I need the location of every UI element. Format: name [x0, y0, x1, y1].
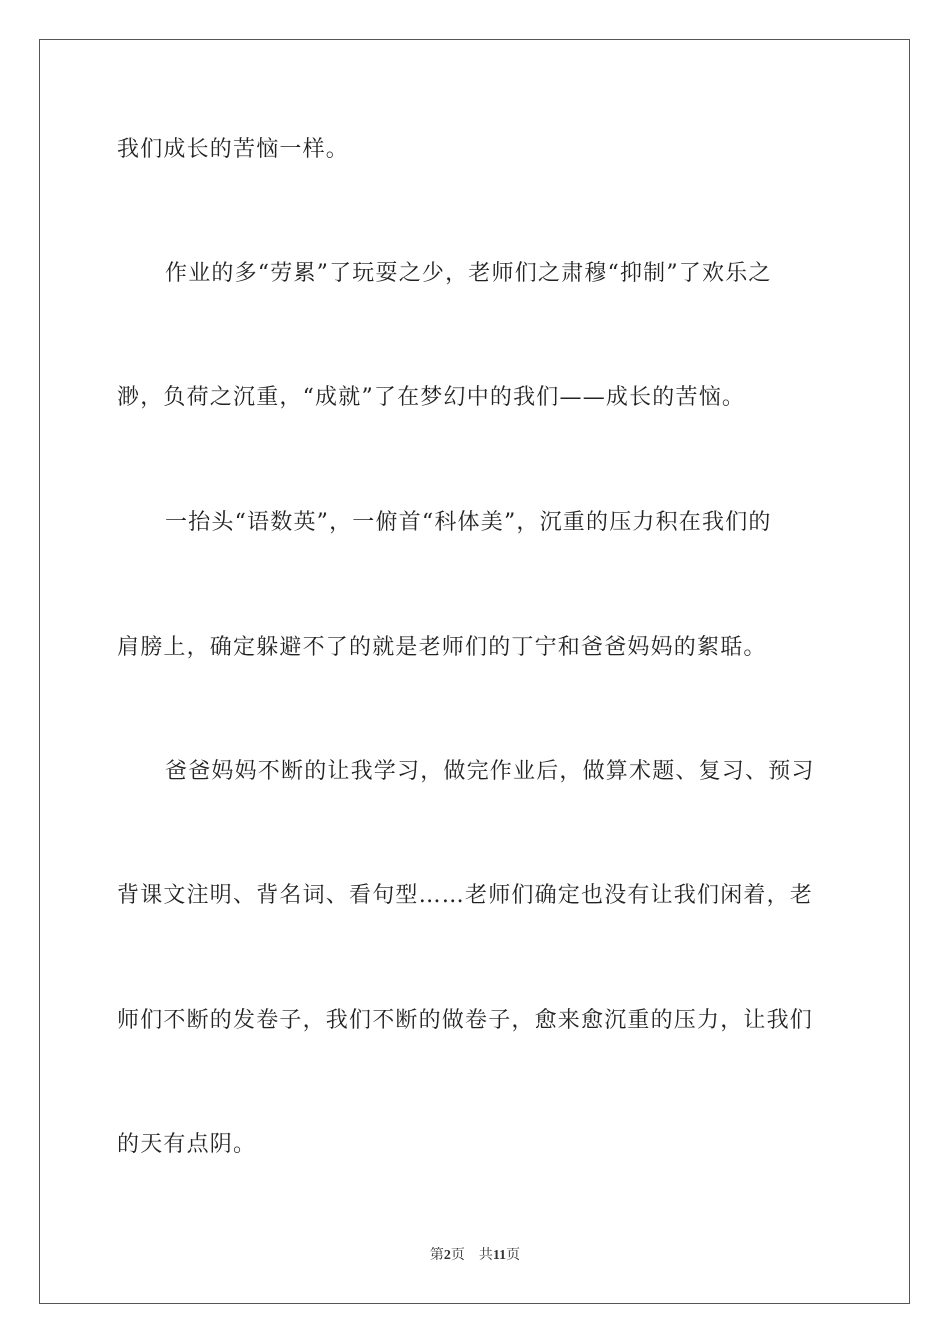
page-number: 2 — [443, 1248, 451, 1263]
page-prefix: 第 — [429, 1247, 444, 1263]
paragraph-line-9: 的天有点阴。 — [117, 1132, 257, 1157]
total-suffix: 页 — [506, 1247, 521, 1263]
paragraph-line-7: 背课文注明、背名词、看句型……老师们确定也没有让我们闲着，老 — [117, 883, 814, 908]
paragraph-line-6: 爸爸妈妈不断的让我学习，做完作业后，做算术题、复习、预习 — [165, 759, 815, 784]
page-footer — [0, 1246, 950, 1265]
paragraph-line-4: 一抬头“语数英”，一俯首“科体美”，沉重的压力积在我们的 — [165, 510, 772, 535]
paragraph-line-2: 作业的多“劳累”了玩耍之少，老师们之肃穆“抑制”了欢乐之 — [165, 261, 772, 286]
paragraph-line-1: 我们成长的苦恼一样。 — [117, 137, 350, 162]
total-pages: 11 — [492, 1248, 507, 1263]
paragraph-line-8: 师们不断的发卷子，我们不断的做卷子，愈来愈沉重的压力，让我们 — [117, 1008, 814, 1033]
total-prefix: 共 — [478, 1247, 493, 1263]
page-suffix: 页 — [450, 1247, 465, 1263]
paragraph-line-5: 肩膀上，确定躲避不了的就是老师们的丁宁和爸爸妈妈的絮聒。 — [117, 635, 767, 660]
paragraph-line-3: 渺，负荷之沉重，“成就”了在梦幻中的我们——成长的苦恼。 — [117, 385, 746, 410]
page-border — [39, 39, 910, 1304]
